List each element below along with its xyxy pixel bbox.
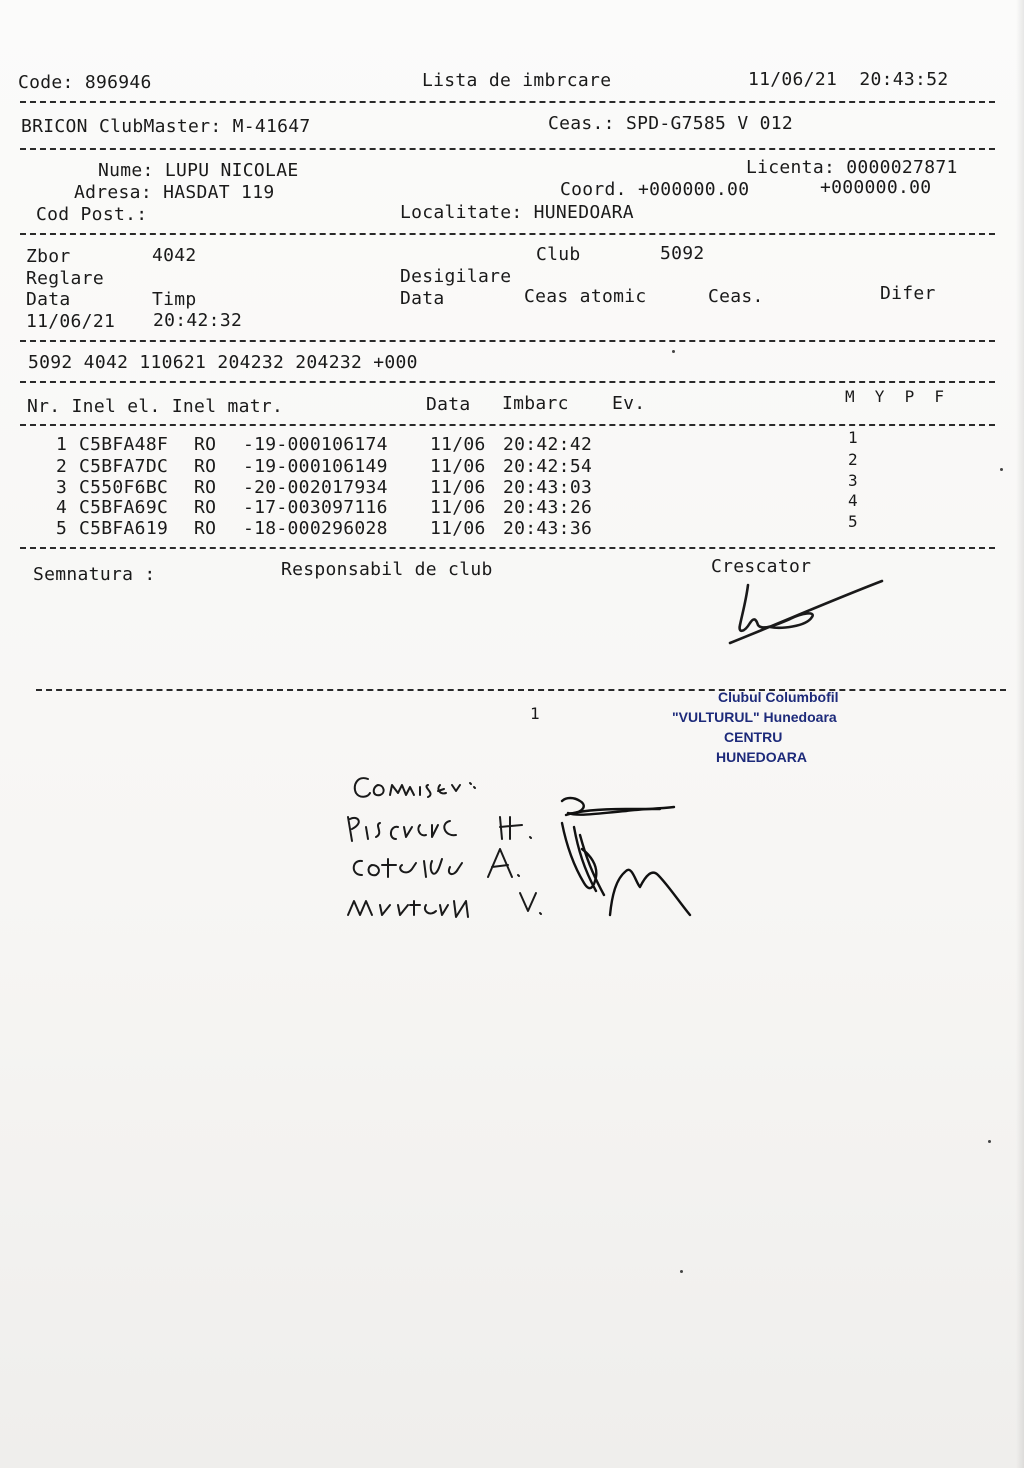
reglare-label: Reglare: [26, 268, 104, 289]
breeder-label: Crescator: [711, 556, 812, 577]
flag-m: 5: [848, 512, 858, 531]
clock-label: Ceas.: [708, 286, 764, 307]
desigilare-date-label: Data: [400, 288, 445, 309]
document-code: Code: 896946: [18, 72, 152, 93]
breeder-signature: [720, 575, 900, 655]
row-number: 1: [56, 434, 68, 455]
signature-label: Semnatura :: [33, 564, 156, 585]
flight-label: Zbor: [26, 246, 71, 267]
table-header-date: Data: [426, 394, 471, 415]
boarding-date: 11/06: [430, 456, 486, 477]
owner-address: Adresa: HASDAT 119: [74, 182, 275, 203]
page-number: 1: [530, 704, 540, 723]
boarding-time: 20:43:03: [503, 477, 593, 498]
boarding-time: 20:42:42: [503, 434, 593, 455]
paper-speck: [672, 350, 675, 353]
table-header-rings: Nr. Inel el. Inel matr.: [27, 396, 284, 417]
flag-m: 4: [848, 491, 858, 510]
flight-number: 4042: [152, 245, 197, 266]
stamp-line-3: CENTRU: [724, 729, 783, 745]
electronic-ring: C5BFA69C: [79, 497, 169, 518]
row-number: 4: [56, 497, 68, 518]
separator: [20, 424, 995, 426]
registration-ring: -20-002017934: [243, 477, 388, 498]
ring-country: RO: [194, 477, 217, 498]
code-line: 5092 4042 110621 204232 204232 +000: [28, 352, 418, 373]
registration-ring: -18-000296028: [243, 518, 388, 539]
boarding-date: 11/06: [430, 518, 486, 539]
separator: [20, 233, 995, 235]
difference-label: Difer: [880, 283, 936, 304]
handwritten-commission: [340, 765, 720, 945]
owner-license: Licenta: 0000027871: [746, 157, 958, 178]
document-title: Lista de imbrcare: [422, 70, 612, 91]
table-header-flags: M Y P F: [845, 387, 945, 406]
paper-speck: [988, 1140, 991, 1143]
club-number: 5092: [660, 243, 705, 264]
separator: [20, 340, 995, 342]
electronic-ring: C5BFA48F: [79, 434, 169, 455]
stamp-line-4: HUNEDOARA: [716, 749, 807, 765]
electronic-ring: C5BFA619: [79, 518, 169, 539]
ring-country: RO: [194, 518, 217, 539]
stamp-line-2: "VULTURUL" Hunedoara: [672, 709, 837, 725]
owner-coord: Coord. +000000.00: [560, 179, 750, 200]
ring-country: RO: [194, 497, 217, 518]
owner-name: Nume: LUPU NICOLAE: [98, 160, 299, 181]
separator: [20, 148, 995, 150]
electronic-ring: C550F6BC: [79, 477, 169, 498]
paper-speck: [680, 1270, 683, 1273]
device-model: BRICON ClubMaster: M-41647: [21, 116, 311, 137]
registration-ring: -19-000106174: [243, 434, 388, 455]
registration-ring: -17-003097116: [243, 497, 388, 518]
row-number: 5: [56, 518, 68, 539]
separator: [36, 689, 1006, 691]
separator: [20, 381, 995, 383]
ring-country: RO: [194, 456, 217, 477]
boarding-time: 20:43:26: [503, 497, 593, 518]
atomic-clock-label: Ceas atomic: [524, 286, 647, 307]
flag-m: 3: [848, 471, 858, 490]
owner-locality: Localitate: HUNEDOARA: [400, 202, 634, 223]
table-header-imbarc: Imbarc: [502, 393, 569, 414]
ring-country: RO: [194, 434, 217, 455]
flag-m: 1: [848, 428, 858, 447]
paper-speck: [1000, 468, 1003, 471]
table-header-ev: Ev.: [612, 393, 646, 414]
boarding-date: 11/06: [430, 477, 486, 498]
paper-edge-shadow: [1016, 0, 1024, 1468]
flag-m: 2: [848, 450, 858, 469]
row-number: 2: [56, 456, 68, 477]
stamp-line-1: Clubul Columbofil: [718, 689, 839, 705]
document-datetime: 11/06/21 20:43:52: [748, 69, 949, 90]
separator: [20, 547, 995, 549]
boarding-date: 11/06: [430, 434, 486, 455]
owner-postal-code: Cod Post.:: [36, 204, 148, 225]
separator: [20, 101, 995, 103]
club-label: Club: [536, 244, 581, 265]
row-number: 3: [56, 477, 68, 498]
boarding-time: 20:43:36: [503, 518, 593, 539]
reglare-time-label: Timp: [152, 289, 197, 310]
registration-ring: -19-000106149: [243, 456, 388, 477]
electronic-ring: C5BFA7DC: [79, 456, 169, 477]
reglare-date-label: Data: [26, 289, 71, 310]
boarding-time: 20:42:54: [503, 456, 593, 477]
reglare-date: 11/06/21: [26, 311, 116, 332]
club-responsible-label: Responsabil de club: [281, 559, 493, 580]
owner-coord-2: +000000.00: [820, 177, 932, 198]
reglare-time: 20:42:32: [153, 310, 243, 331]
clock-id: Ceas.: SPD-G7585 V 012: [548, 113, 794, 134]
boarding-date: 11/06: [430, 497, 486, 518]
desigilare-label: Desigilare: [400, 266, 512, 287]
